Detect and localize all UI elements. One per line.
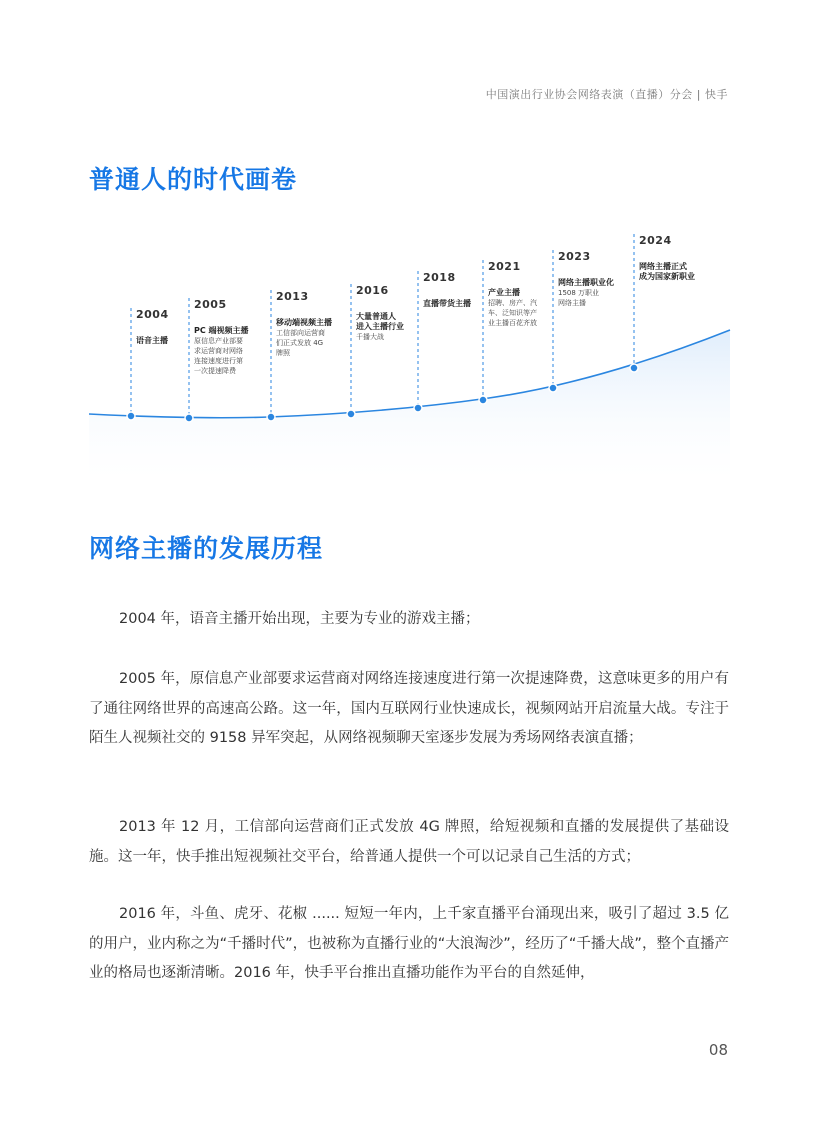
timeline-description: 招聘、房产、汽 bbox=[488, 299, 537, 307]
timeline-description: 一次提速降费 bbox=[194, 367, 236, 375]
section-title-history: 网络主播的发展历程 bbox=[89, 534, 324, 563]
timeline-dot bbox=[267, 413, 275, 421]
timeline-dot bbox=[479, 396, 487, 404]
paragraph-2016 bbox=[89, 900, 729, 989]
timeline-dot bbox=[185, 414, 193, 422]
timeline-dot bbox=[630, 364, 638, 372]
section-title-era: 普通人的时代画卷 bbox=[89, 165, 298, 194]
page-number: 08 bbox=[708, 1041, 728, 1059]
timeline-year: 2021 bbox=[488, 260, 521, 273]
timeline-year: 2024 bbox=[639, 234, 672, 247]
timeline-heading: PC 端视频主播 bbox=[194, 326, 249, 335]
paragraph-2005 bbox=[89, 665, 729, 754]
timeline-heading: 移动端视频主播 bbox=[276, 318, 332, 327]
timeline-year: 2013 bbox=[276, 290, 309, 303]
timeline-dot bbox=[127, 412, 135, 420]
timeline-heading: 直播带货主播 bbox=[423, 299, 471, 308]
timeline-description: 千播大战 bbox=[356, 333, 384, 341]
timeline-description: 们正式发放 4G bbox=[276, 339, 324, 347]
timeline-description: 连接速度进行第 bbox=[194, 357, 243, 365]
timeline-description: 1508 万职业 bbox=[558, 289, 600, 297]
timeline-heading: 进入主播行业 bbox=[356, 322, 404, 331]
timeline-year: 2023 bbox=[558, 250, 591, 263]
timeline-heading: 网络主播职业化 bbox=[558, 278, 614, 287]
timeline bbox=[89, 228, 731, 490]
timeline-heading: 语音主播 bbox=[136, 336, 168, 345]
timeline-description: 业主播百花齐放 bbox=[488, 319, 537, 327]
timeline-heading: 大量普通人 bbox=[356, 312, 396, 321]
header-text: 中国演出行业协会网络表演（直播）分会 | 快手 bbox=[485, 88, 728, 101]
paragraph-2013 bbox=[89, 813, 729, 872]
timeline-description: 工信部向运营商 bbox=[276, 329, 325, 337]
timeline-heading: 成为国家新职业 bbox=[639, 272, 695, 281]
timeline-year: 2018 bbox=[423, 271, 456, 284]
paragraph-text: 2005 年，原信息产业部要求运营商对网络连接速度进行第一次提速降费，这意味更多的用户有了通往网络世界的高速高公路。这一年，国内互联网行业快速成长，视频网站开启流量大战。专注于陌生人视频社交的 9158 异军突起，从网络视频聊天室逐步发展为秀场网络表演直播； bbox=[89, 671, 729, 746]
timeline-graphic bbox=[89, 228, 731, 490]
paragraph-text: 2013 年 12 月，工信部向运营商们正式发放 4G 牌照，给短视频和直播的发展提供了基础设施。这一年，快手推出短视频社交平台，给普通人提供一个可以记录自己生活的方式； bbox=[89, 819, 729, 865]
timeline-description: 求运营商对网络 bbox=[194, 347, 243, 355]
timeline-description: 牌照 bbox=[276, 349, 290, 357]
timeline-year: 2004 bbox=[136, 308, 169, 321]
timeline-description: 网络主播 bbox=[558, 299, 586, 307]
timeline-heading: 产业主播 bbox=[488, 288, 520, 297]
paragraph-text: 2016 年，斗鱼、虎牙、花椒 ...... 短短一年内，上千家直播平台涌现出来，吸引了超过 3.5 亿的用户，业内称之为“千播时代”，也被称为直播行业的“大浪淘沙”，经历了“千播大战”，整个直播产业的格局也逐渐清晰。2016 年，快手平台推出直播功能作为平台的自然延伸， bbox=[89, 906, 729, 981]
timeline-year: 2005 bbox=[194, 298, 227, 311]
paragraph-text: 2004 年，语音主播开始出现，主要为专业的游戏主播； bbox=[119, 611, 480, 627]
timeline-dot bbox=[414, 404, 422, 412]
timeline-year: 2016 bbox=[356, 284, 389, 297]
timeline-description: 车、泛知识等产 bbox=[488, 309, 537, 317]
timeline-dot bbox=[347, 410, 355, 418]
timeline-heading: 网络主播正式 bbox=[639, 262, 687, 271]
timeline-dot bbox=[549, 384, 557, 392]
paragraph-2004 bbox=[89, 605, 729, 635]
timeline-description: 原信息产业部要 bbox=[194, 337, 243, 345]
